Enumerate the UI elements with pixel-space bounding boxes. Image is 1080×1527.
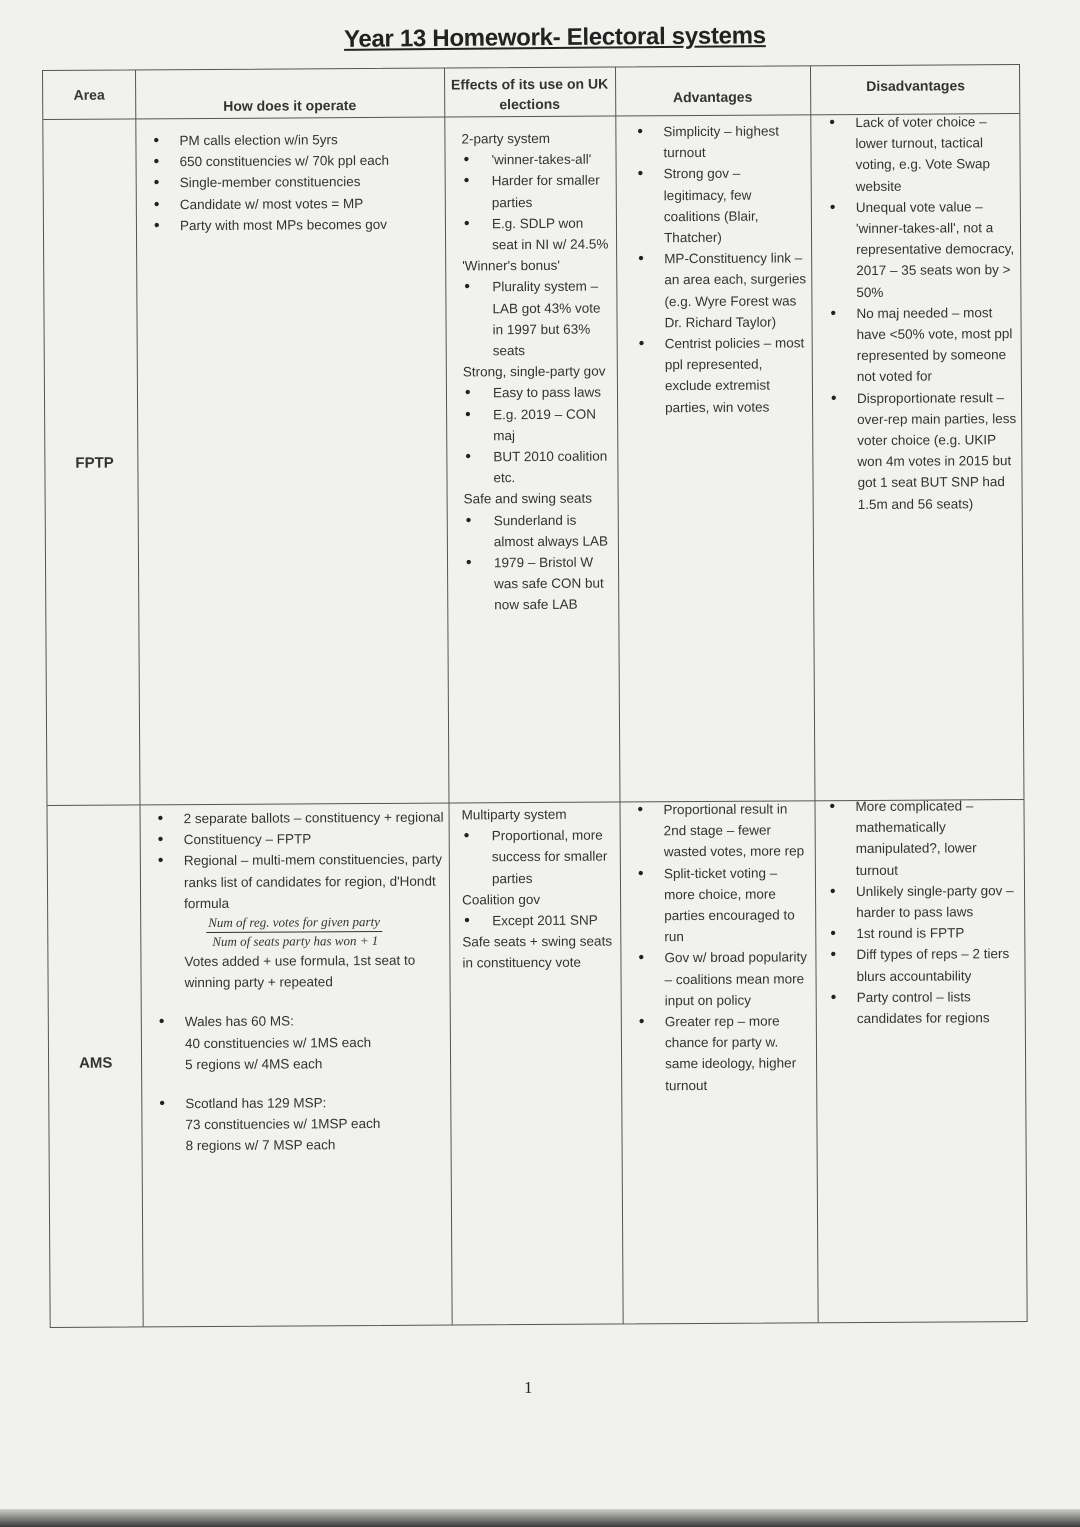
- list-item: • Split-ticket voting – more choice, more parties encouraged to run: [664, 862, 811, 948]
- fptp-disadvantages-cell: [855, 111, 1017, 515]
- formula-denominator: Num of seats party has won + 1: [212, 932, 379, 949]
- header-area: Area: [73, 86, 105, 103]
- list-item: • Gov w/ broad popularity – coalitions mean more input on policy: [664, 947, 810, 1012]
- comparison-table: [42, 64, 1028, 1328]
- page-number: 1: [524, 1378, 533, 1397]
- wales-item: [185, 1010, 447, 1075]
- list-item: • Lack of voter choice – lower turnout, tactical voting, e.g. Vote Swap website: [855, 111, 1016, 197]
- list-item: • Simplicity – highest turnout: [663, 120, 805, 163]
- list-item: • Proportional result in 2nd stage – fewer wasted votes, more rep: [663, 798, 809, 863]
- list-item: • Single-member constituencies: [180, 171, 430, 194]
- header-how: How does it operate: [223, 97, 357, 114]
- formula-numerator: Num of reg. votes for given party: [206, 913, 382, 933]
- list-item: • Strong gov – legitimacy, few coalitions (Blair, Thatcher): [664, 163, 807, 249]
- list-item: • Party with most MPs becomes gov: [180, 213, 430, 236]
- effects-heading: 2-party system: [461, 130, 551, 147]
- scotland-line: 73 constituencies w/ 1MSP each: [185, 1116, 381, 1133]
- wales-line: • Wales has 60 MS:: [184, 1013, 294, 1030]
- list-item: • 650 constituencies w/ 70k ppl each: [179, 150, 429, 173]
- list-item: • 1st round is FPTP: [856, 922, 1016, 944]
- list-item: • Centrist policies – most ppl represented, exclude extremist parties, win votes: [665, 332, 808, 418]
- list-item: • Constituency – FPTP: [184, 828, 446, 851]
- list-item: • More complicated – mathematically manipulated?, lower turnout: [855, 795, 1016, 881]
- wales-line: 5 regions w/ 4MS each: [185, 1056, 323, 1072]
- scotland-line: • Scotland has 129 MSP:: [185, 1095, 327, 1112]
- ams-effects-cell: [461, 804, 616, 975]
- effects-heading: Multiparty system: [461, 806, 567, 823]
- list-item: • Disproportionate result – over-rep main parties, less voter choice (e.g. UKIP won 4m votes in 2015 but got 1 seat BUT SNP had 1.5m and 56 seats): [857, 387, 1018, 515]
- list-item: • Except 2011 SNP: [492, 910, 616, 932]
- header-disadvantages: Disadvantages: [866, 77, 966, 94]
- list-item: • Easy to pass laws: [493, 382, 613, 404]
- dhondt-formula: [206, 913, 446, 951]
- header-advantages: Advantages: [672, 88, 753, 106]
- formula-note: Votes added + use formula, 1st seat to winning party + repeated: [184, 952, 416, 991]
- ams-advantages-cell: [663, 798, 811, 1096]
- list-item: • 1979 – Bristol W was safe CON but now safe LAB: [494, 552, 614, 616]
- column-divider: [135, 70, 144, 1326]
- list-item: • Greater rep – more chance for party w. same ideology, higher turnout: [665, 1010, 812, 1096]
- ams-how-cell: [184, 807, 448, 1157]
- fptp-advantages-cell: [663, 120, 807, 418]
- effects-heading: Safe seats + swing seats in constituency vote: [462, 933, 613, 971]
- header-effects: Effects of its use on UK elections: [450, 75, 609, 113]
- list-item: • PM calls election w/in 5yrs: [179, 129, 429, 152]
- list-item: • Plurality system – LAB got 43% vote in 1997 but 63% seats: [492, 276, 613, 362]
- list-item: • Diff types of reps – 2 tiers blurs accountability: [856, 943, 1016, 986]
- list-item: • E.g. 2019 – CON maj: [493, 403, 613, 446]
- list-item: • 2 separate ballots – constituency + regional: [184, 807, 446, 830]
- wales-line: 40 constituencies w/ 1MS each: [184, 1034, 372, 1051]
- effects-heading: 'Winner's bonus': [462, 258, 561, 274]
- effects-heading: Coalition gov: [462, 891, 541, 908]
- list-item: • Proportional, more success for smaller parties: [492, 825, 616, 889]
- list-item: • Harder for smaller parties: [492, 170, 612, 213]
- page-edge-shadow: [0, 1509, 1080, 1527]
- list-item: • Party control – lists candidates for regions: [857, 986, 1017, 1029]
- area-fptp: FPTP: [75, 454, 114, 472]
- fptp-how-cell: [179, 129, 430, 237]
- list-item: • Unlikely single-party gov – harder to pass laws: [856, 880, 1016, 923]
- scotland-line: 8 regions w/ 7 MSP each: [185, 1137, 336, 1154]
- effects-heading: Strong, single-party gov: [462, 363, 606, 380]
- list-item: • 'winner-takes-all': [491, 149, 611, 171]
- list-item: • E.g. SDLP won seat in NI w/ 24.5%: [492, 212, 612, 255]
- list-item: • BUT 2010 coalition etc.: [493, 446, 613, 489]
- ams-disadvantages-cell: [855, 795, 1016, 1029]
- list-item: • Sunderland is almost always LAB: [494, 509, 614, 552]
- list-item: • Regional – multi-mem constituencies, party ranks list of candidates for region, d'Hondt formula: [184, 849, 446, 914]
- list-item: • MP-Constituency link – an area each, surgeries (e.g. Wyre Forest was Dr. Richard Taylor): [664, 248, 807, 334]
- list-item: • No maj needed – most have <50% vote, most ppl represented by someone not voted for: [856, 302, 1017, 388]
- column-divider: [615, 67, 624, 1323]
- effects-heading: Safe and swing seats: [463, 491, 593, 507]
- scotland-item: [185, 1092, 447, 1157]
- list-item: • Candidate w/ most votes = MP: [180, 192, 430, 215]
- fptp-effects-cell: [461, 128, 614, 617]
- column-divider: [810, 66, 819, 1322]
- page-title: Year 13 Homework- Electoral systems: [343, 22, 766, 53]
- list-item: • Unequal vote value – 'winner-takes-all', not a representative democracy, 2017 – 35 seats won by > 50%: [856, 196, 1017, 303]
- area-ams: AMS: [79, 1054, 113, 1072]
